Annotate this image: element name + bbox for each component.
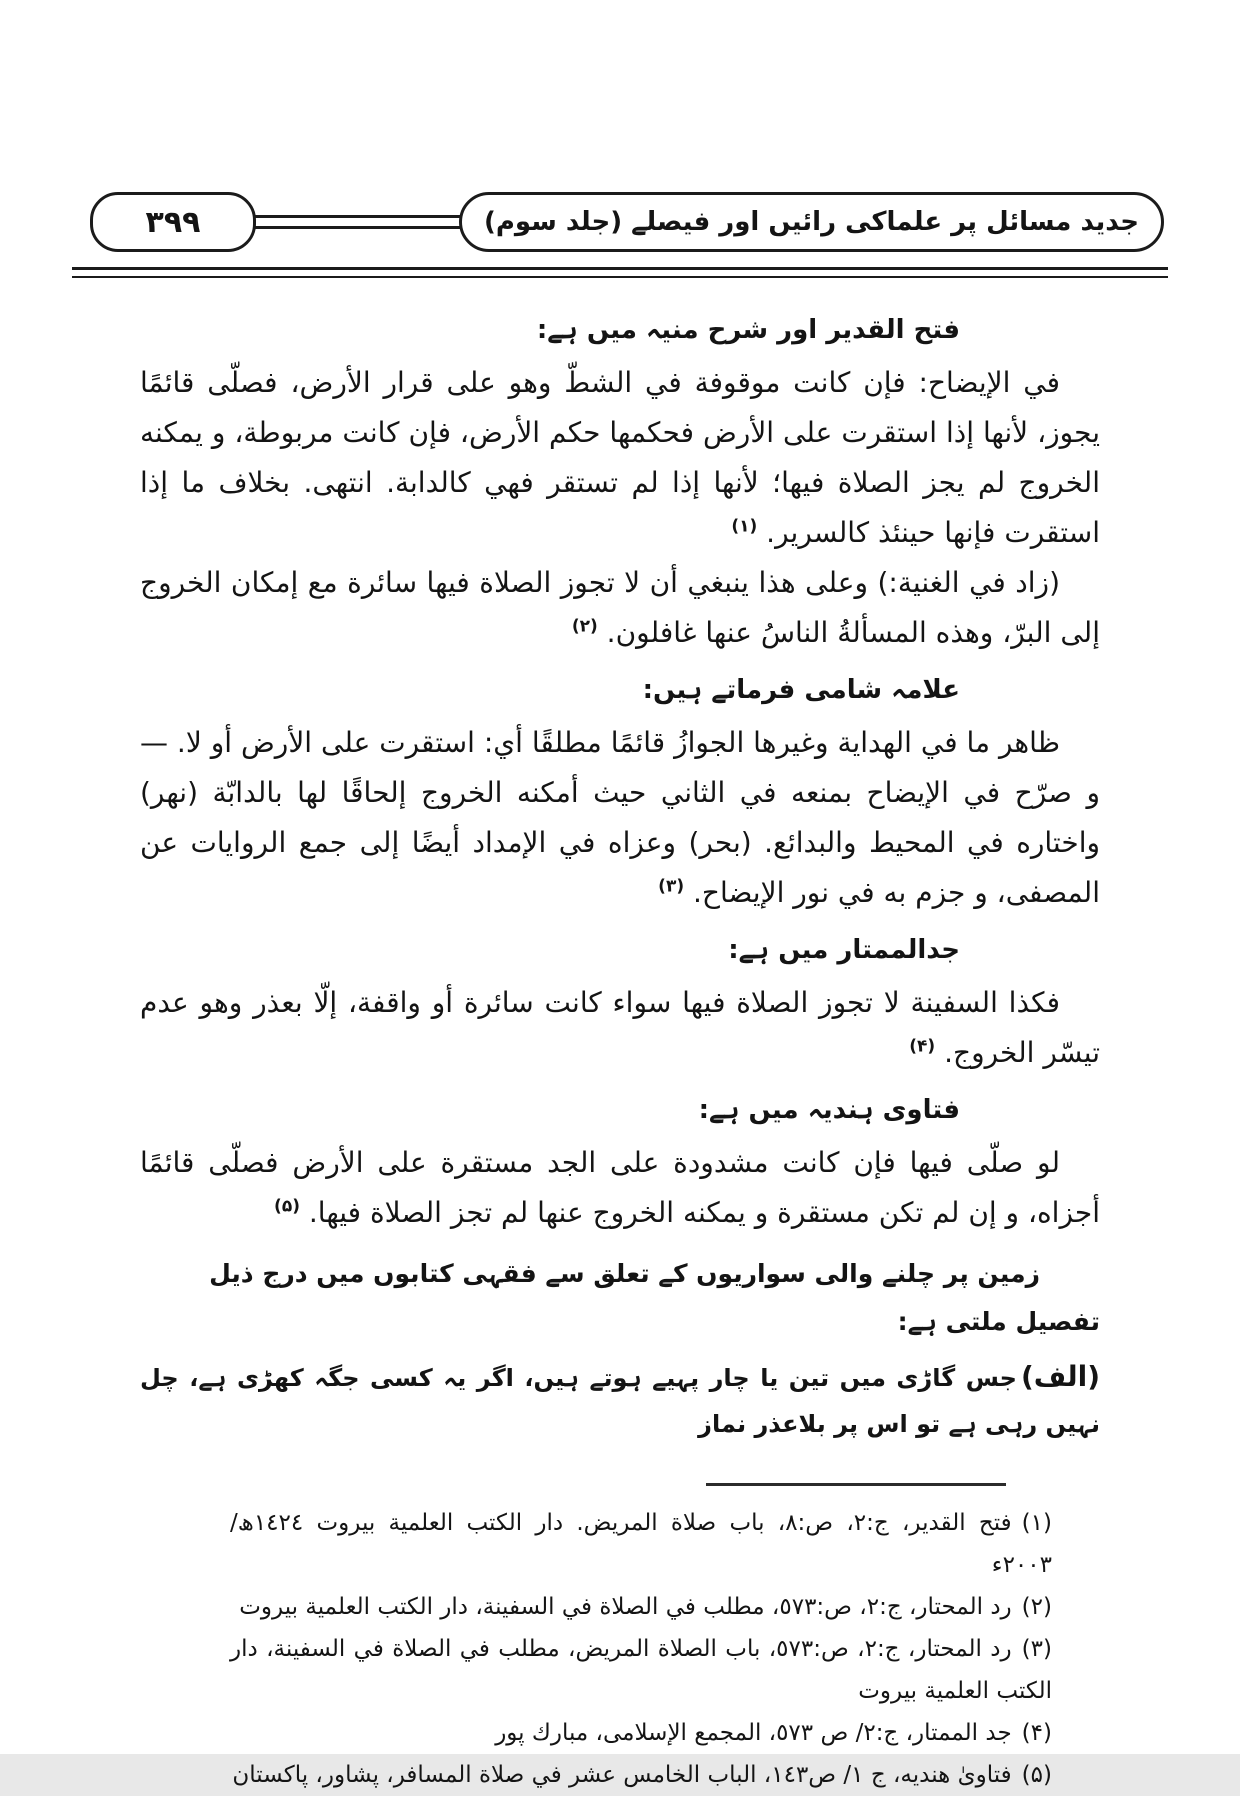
footnote-text: رد المحتار، ج:٢، ص:٥٧٣، باب الصلاة المريض، مطلب في الصلاة في السفينة، دار الكتب العلمية بيروت [230, 1636, 1052, 1704]
quote-shami-text: ظاهر ما في الهداية وغيرها الجوازُ قائمًا مطلقًا أي: استقرت على الأرض أو لا. — و صرّح في الإيضاح بمنعه في الثاني حيث أمكنه الخروج إلحاقًا لها بالدابّة (نهر) واختاره في المحيط والبدائع. (بحر) وعزاه في الإمداد أيضًا إلى جمع الروايات عن المصفى، و جزم به في نور الإيضاح. [140, 726, 1100, 909]
header-connector-rule [246, 215, 469, 229]
urdu-intro-line: زمین پر چلنے والی سواریوں کے تعلق سے فقہی کتابوں میں درج ذیل تفصیل ملتی ہے: [209, 1259, 1100, 1336]
heading-jadd-al-mumtar: جدالممتار میں ہے: [728, 935, 960, 965]
footnote-text: جد الممتار، ج:٢/ ص ٥٧٣، المجمع الإسلامى، مبارك پور [495, 1720, 1012, 1746]
item-alif-lead: (الف) [1020, 1360, 1100, 1393]
page-header [90, 192, 1164, 252]
quote-fatawa-hindiyyah-text: لو صلّى فيها فإن كانت مشدودة على الجد مستقرة على الأرض فصلّى قائمًا أجزاه، و إن لم تكن مستقرة و يمكنه الخروج عنها لم تجز الصلاة فيها. [140, 1146, 1100, 1229]
footnote-text: رد المحتار، ج:٢، ص:٥٧٣، مطلب في الصلاة في السفينة، دار الكتب العلمية بيروت [239, 1594, 1012, 1620]
footnotes-divider [706, 1483, 1006, 1486]
footnote-row-1 [230, 1502, 1052, 1586]
footnote-number: (۲) [1021, 1594, 1052, 1620]
page-number: ۳۹۹ [145, 204, 201, 240]
footnote-marker-1: (۱) [731, 516, 758, 537]
footnotes-section [230, 1483, 1052, 1796]
header-title-cartouche [459, 192, 1164, 252]
footnote-row-4 [230, 1712, 1052, 1754]
book-title: جدید مسائل پر علماکی رائیں اور فیصلے (جلد سوم) [483, 207, 1139, 237]
footnote-row-5 [230, 1754, 1052, 1796]
footnote-number: (۱) [1021, 1510, 1052, 1536]
quote-jadd-al-mumtar [140, 978, 1100, 1078]
quote-jadd-al-mumtar-text: فكذا السفينة لا تجوز الصلاة فيها سواء كانت سائرة أو واقفة، إلّا بعذر وهو عدم تيسّر الخروج. [140, 986, 1100, 1069]
quote-fatawa-hindiyyah [140, 1138, 1100, 1238]
quote-shami [140, 718, 1100, 918]
footnote-number: (۵) [1021, 1762, 1052, 1788]
footnote-marker-2: (۲) [571, 616, 598, 637]
footnote-marker-5: (۵) [274, 1196, 300, 1217]
quote-al-ghunyah [140, 558, 1100, 658]
footnote-text: فتاوىٰ هنديه، ج ١/ ص١٤٣، الباب الخامس عشر في صلاة المسافر، پشاور، پاكستان [232, 1762, 1012, 1788]
heading-fath-al-qadir: فتح القدیر اور شرح منیہ میں ہے: [536, 315, 960, 345]
quote-al-ghunyah-text: (زاد في الغنية:) وعلى هذا ينبغي أن لا تجوز الصلاة فيها سائرة مع إمكان الخروج إلى البرّ، وهذه المسألةُ الناسُ عنها غافلون. [140, 566, 1100, 649]
heading-fatawa-hindiyyah: فتاوی ہندیہ میں ہے: [698, 1095, 960, 1125]
page-content [140, 306, 1100, 1447]
footnote-marker-4: (۴) [909, 1036, 936, 1057]
list-item-alif [140, 1354, 1100, 1447]
footnote-marker-3: (۳) [658, 876, 685, 897]
item-alif-text: جس گاڑی میں تین یا چار پہیے ہوتے ہیں، اگر یہ کسی جگہ کھڑی ہے، چل نہیں رہی ہے تو اس پر بلاعذر نماز [140, 1364, 1100, 1438]
quote-al-idah-text: في الإيضاح: فإن كانت موقوفة في الشطّ وهو على قرار الأرض، فصلّى قائمًا يجوز، لأنها إذا استقرت على الأرض فحكمها حكم الأرض، فإن كانت مربوطة، و يمكنه الخروج لم يجز الصلاة فيها؛ لأنها إذا لم تستقر فهي كالدابة. انتهى. بخلاف ما إذا استقرت فإنها حينئذ كالسرير. [140, 366, 1100, 549]
quote-al-idah [140, 358, 1100, 558]
footnote-row-3 [230, 1628, 1052, 1712]
heading-allama-shami: علامہ شامی فرماتے ہیں: [642, 675, 960, 705]
footnote-row-2 [230, 1586, 1052, 1628]
footnote-number: (۴) [1021, 1720, 1052, 1746]
header-double-rule [72, 267, 1168, 278]
footnote-number: (۳) [1021, 1636, 1052, 1662]
page-number-badge [90, 192, 256, 252]
footnote-text: فتح القدير، ج:٢، ص:٨، باب صلاة المريض. دار الكتب العلمية بيروت ١٤٢٤ھ/ ٢٠٠٣ء [230, 1510, 1052, 1578]
